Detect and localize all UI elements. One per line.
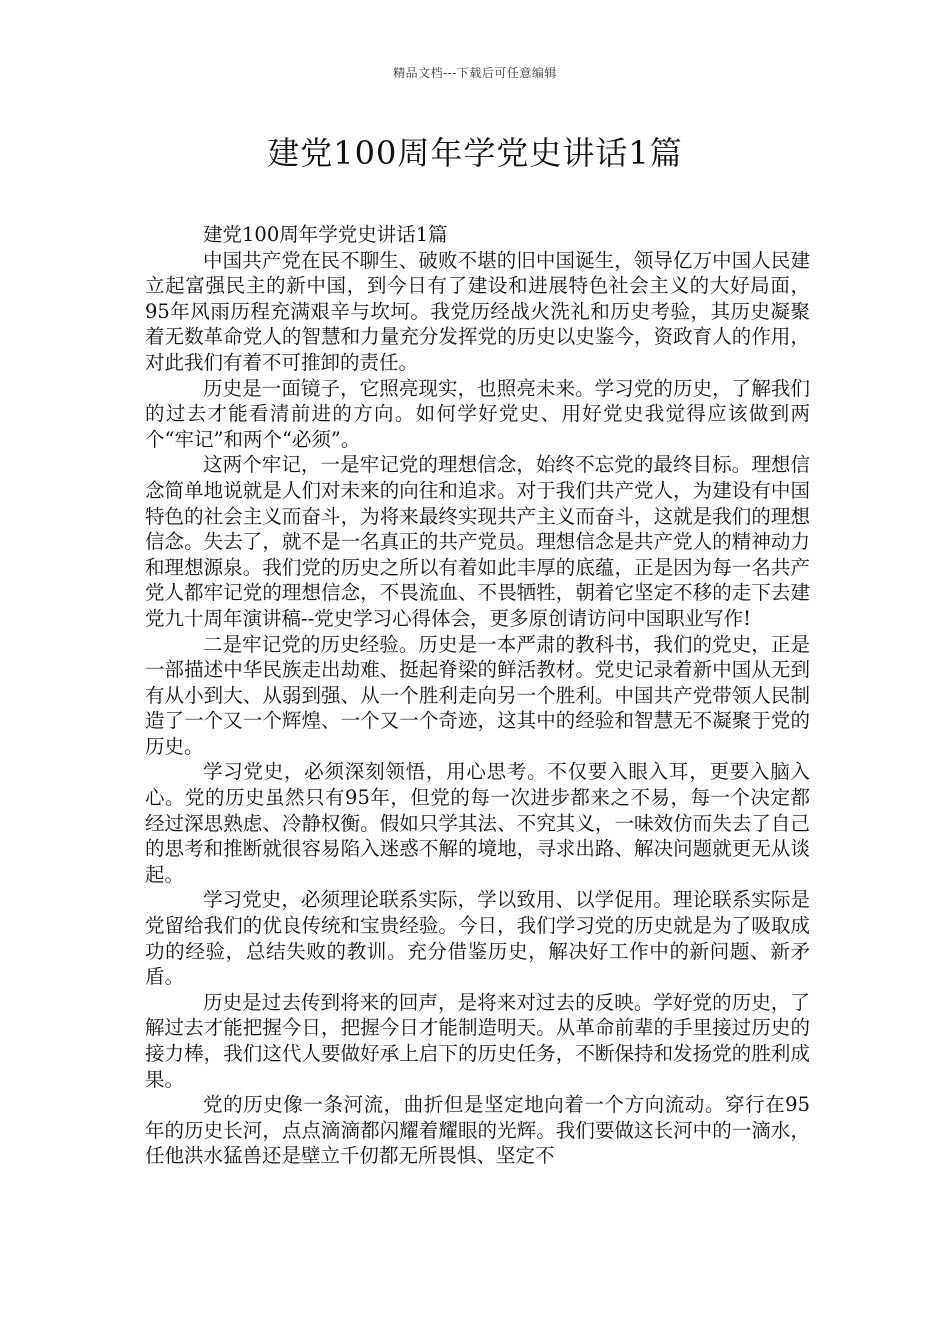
header-note: 精品文档---下载后可任意编辑 — [393, 66, 557, 80]
paragraph: 学习党史，必须深刻领悟，用心思考。不仅要入眼入耳，更要入脑入心。党的历史虽然只有95年，但党的每一次进步都来之不易，每一个决定都经过深思熟虑、冷静权衡。假如只学其法、不究其义，一味效仿而失去了自己的思考和推断就很容易陷入迷惑不解的境地，寻求出路、解决问题就更无从谈起。 — [145, 760, 810, 886]
paragraph: 历史是过去传到将来的回声，是将来对过去的反映。学好党的历史，了解过去才能把握今日，把握今日才能制造明天。从革命前辈的手里接过历史的接力棒，我们这代人要做好承上启下的历史任务，不断保持和发扬党的胜利成果。 — [145, 990, 810, 1091]
document-subtitle: 建党100周年学党史讲话1篇 — [203, 223, 448, 246]
paragraph: 中国共产党在民不聊生、破败不堪的旧中国诞生，领导亿万中国人民建立起富强民主的新中国，到今日有了建设和进展特色社会主义的大好局面，95年风雨历程充满艰辛与坎坷。我党历经战火洗礼和历史考验，其历史凝聚着无数革命党人的智慧和力量充分发挥党的历史以史鉴今，资政育人的作用，对此我们有着不可推卸的责任。 — [145, 248, 810, 374]
paragraph: 党的历史像一条河流，曲折但是坚定地向着一个方向流动。穿行在95年的历史长河，点点滴滴都闪耀着耀眼的光辉。我们要做这长河中的一滴水，任他洪水猛兽还是壁立千仞都无所畏惧、坚定不 — [145, 1093, 810, 1168]
paragraph: 历史是一面镜子，它照亮现实，也照亮未来。学习党的历史，了解我们的过去才能看清前进的方向。如何学好党史、用好党史我觉得应该做到两个“牢记”和两个“必须”。 — [145, 376, 810, 451]
document-title: 建党100周年学党史讲话1篇 — [267, 134, 683, 172]
paragraph: 二是牢记党的历史经验。历史是一本严肃的教科书，我们的党史，正是一部描述中华民族走出劫难、挺起脊梁的鲜活教材。党史记录着新中国从无到有从小到大、从弱到强、从一个胜利走向另一个胜利。中国共产党带领人民制造了一个又一个辉煌、一个又一个奇迹，这其中的经验和智慧无不凝聚于党的历史。 — [145, 632, 810, 758]
document-body — [145, 222, 810, 1169]
paragraph: 这两个牢记，一是牢记党的理想信念，始终不忘党的最终目标。理想信念简单地说就是人们对未来的向往和追求。对于我们共产党人，为建设有中国特色的社会主义而奋斗，为将来最终实现共产主义而奋斗，这就是我们的理想信念。失去了，就不是一名真正的共产党员。理想信念是共产党人的精神动力和理想源泉。我们党的历史之所以有着如此丰厚的底蕴，正是因为每一名共产党人都牢记党的理想信念，不畏流血、不畏牺牲，朝着它坚定不移的走下去建党九十周年演讲稿--党史学习心得体会，更多原创请访问中国职业写作! — [145, 453, 810, 630]
paragraph: 学习党史，必须理论联系实际，学以致用、以学促用。理论联系实际是党留给我们的优良传统和宝贵经验。今日，我们学习党的历史就是为了吸取成功的经验，总结失败的教训。充分借鉴历史，解决好工作中的新问题、新矛盾。 — [145, 888, 810, 989]
